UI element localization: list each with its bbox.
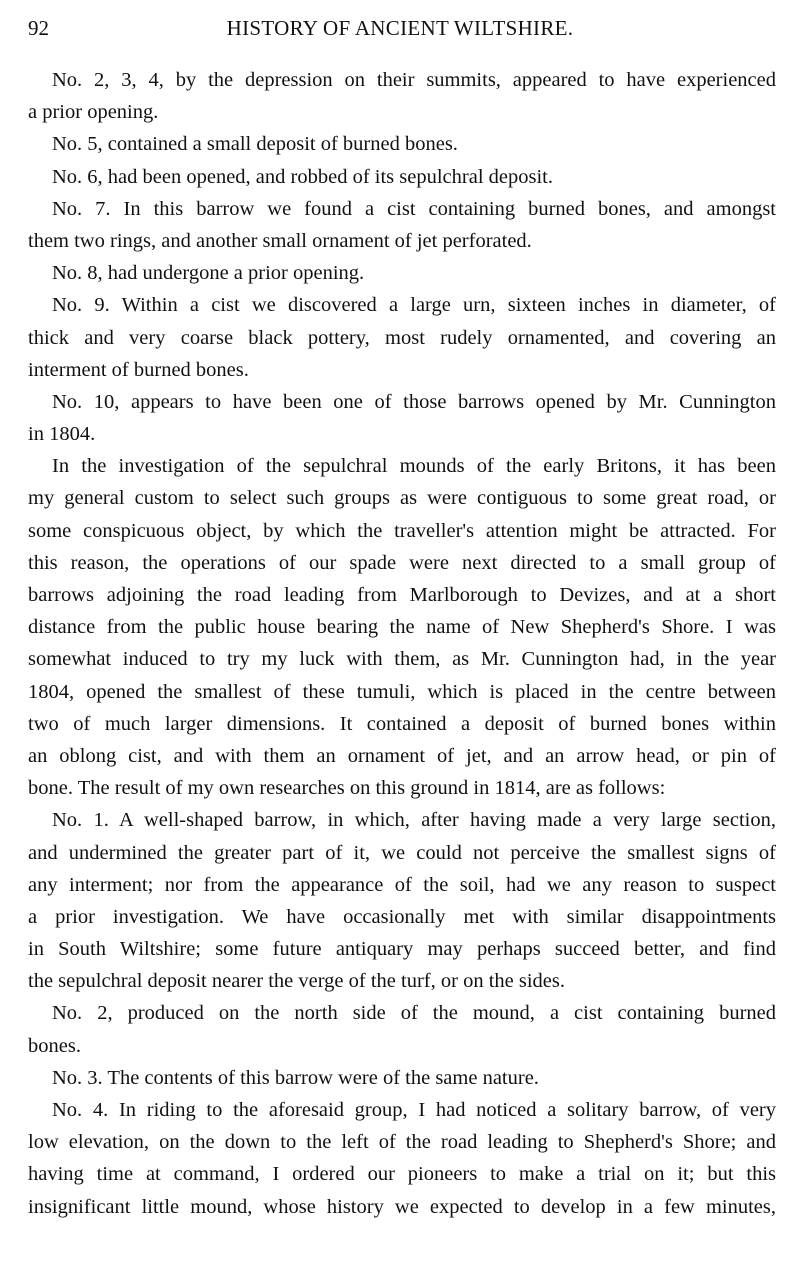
- text-line: bones.: [28, 1034, 81, 1057]
- text-line: an oblong cist, and with them an ornament of jet, and an arrow head, or pin of: [28, 744, 776, 767]
- text-line: and undermined the greater part of it, we could not perceive the smallest signs of: [28, 841, 776, 864]
- text-line: No. 1. A well-shaped barrow, in which, after having made a very large section,: [52, 809, 776, 832]
- text-line: No. 9. Within a cist we discovered a large urn, sixteen inches in diameter, of: [52, 294, 776, 317]
- text-line: some conspicuous object, by which the traveller's attention might be attracted. For: [28, 519, 776, 542]
- text-line: No. 3. The contents of this barrow were of the same nature.: [52, 1066, 539, 1089]
- text-line: No. 4. In riding to the aforesaid group, I had noticed a solitary barrow, of very: [52, 1099, 776, 1121]
- text-line: No. 2, produced on the north side of the mound, a cist containing burned: [52, 1002, 776, 1025]
- text-line: No. 7. In this barrow we found a cist containing burned bones, and amongst: [52, 197, 776, 220]
- text-line: insignificant little mound, whose history we expected to develop in a few minutes,: [28, 1195, 776, 1218]
- text-line: No. 8, had undergone a prior opening.: [52, 262, 365, 285]
- text-line: In the investigation of the sepulchral mounds of the early Britons, it has been: [52, 455, 776, 478]
- text-line: distance from the public house bearing the name of New Shepherd's Shore. I was: [28, 616, 776, 639]
- text-line: thick and very coarse black pottery, most rudely ornamented, and covering an: [28, 326, 776, 349]
- page-number: 92: [28, 16, 49, 40]
- text-line: somewhat induced to try my luck with them, as Mr. Cunnington had, in the year: [28, 648, 776, 671]
- text-line: the sepulchral deposit nearer the verge of the turf, or on the sides.: [28, 970, 565, 993]
- running-head: HISTORY OF ANCIENT WILTSHIRE.: [226, 16, 574, 40]
- text-line: in 1804.: [28, 423, 96, 446]
- text-line: this reason, the operations of our spade were next directed to a small group of: [28, 551, 776, 574]
- text-line: in South Wiltshire; some future antiquary may perhaps succeed better, and find: [28, 938, 776, 961]
- text-line: any interment; nor from the appearance of the soil, had we any reason to suspect: [28, 873, 776, 896]
- text-line: interment of burned bones.: [28, 358, 249, 381]
- text-line: bone. The result of my own researches on this ground in 1814, are as follows:: [28, 777, 666, 800]
- text-line: them two rings, and another small ornament of jet perforated.: [28, 229, 532, 252]
- text-line: low elevation, on the down to the left of the road leading to Shepherd's Shore; and: [28, 1131, 776, 1154]
- text-line: No. 5, contained a small deposit of burned bones.: [52, 133, 458, 156]
- text-line: having time at command, I ordered our pioneers to make a trial on it; but this: [28, 1163, 776, 1186]
- text-line: my general custom to select such groups as were contiguous to some great road, or: [28, 487, 776, 510]
- text-line: No. 10, appears to have been one of those barrows opened by Mr. Cunnington: [52, 390, 776, 413]
- text-line: two of much larger dimensions. It contained a deposit of burned bones within: [28, 712, 776, 735]
- text-line: 1804, opened the smallest of these tumuli, which is placed in the centre between: [28, 680, 776, 703]
- text-line: No. 2, 3, 4, by the depression on their summits, appeared to have experienced: [52, 69, 776, 91]
- body-text: [28, 64, 776, 1223]
- text-line: barrows adjoining the road leading from Marlborough to Devizes, and at a short: [28, 584, 776, 606]
- text-line: No. 6, had been opened, and robbed of its sepulchral deposit.: [52, 165, 553, 188]
- text-line: a prior investigation. We have occasionally met with similar disappointments: [28, 905, 776, 928]
- text-line: a prior opening.: [28, 101, 159, 124]
